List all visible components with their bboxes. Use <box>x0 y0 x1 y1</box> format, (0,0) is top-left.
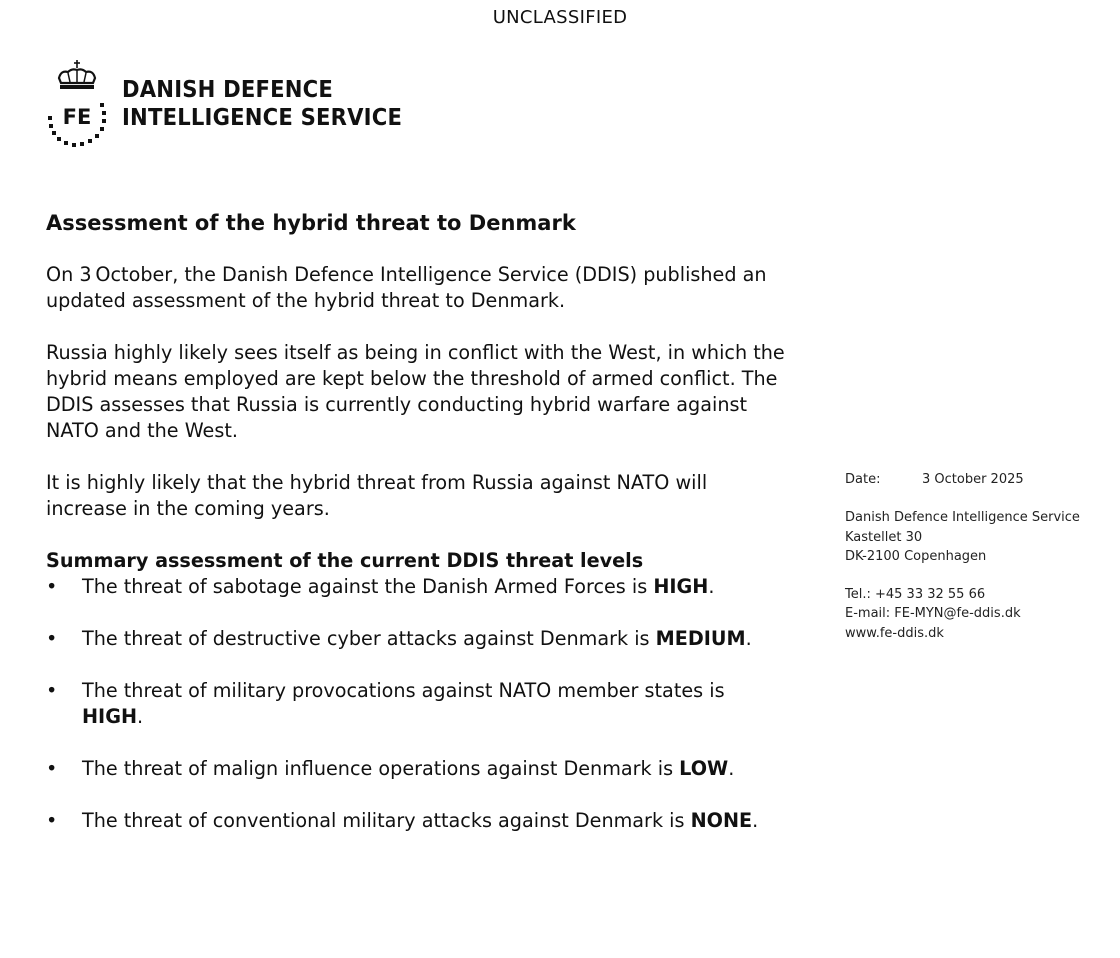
list-item <box>46 808 786 834</box>
threat-text: The threat of sabotage against the Danish Armed Forces is <box>82 575 654 598</box>
org-name <box>122 76 402 132</box>
threat-level-list <box>46 574 786 834</box>
logo-fe-text: FE <box>62 105 92 129</box>
threat-text: The threat of military provocations against NATO member states is <box>82 679 725 702</box>
list-item <box>46 756 786 782</box>
threat-suffix: . <box>708 575 715 598</box>
threat-suffix: . <box>728 757 735 780</box>
main-content <box>46 210 786 860</box>
website-text: www.fe-ddis.dk <box>845 625 944 641</box>
address-line: Danish Defence Intelligence Service <box>845 510 1080 526</box>
threat-text: The threat of conventional military attacks against Denmark is <box>82 809 691 832</box>
address-line: Kastellet 30 <box>845 529 923 545</box>
paragraph-threat-increase: It is highly likely that the hybrid threat from Russia against NATO will increase in the coming years. <box>46 471 708 520</box>
date-value: 3 October 2025 <box>922 472 1024 487</box>
threat-level: MEDIUM <box>655 627 746 650</box>
summary-heading: Summary assessment of the current DDIS threat levels <box>46 549 644 572</box>
classification-marking: UNCLASSIFIED <box>492 7 628 28</box>
address-line: DK-2100 Copenhagen <box>845 548 987 564</box>
org-name-line2: INTELLIGENCE SERVICE <box>122 105 403 131</box>
ddis-logo <box>46 58 426 150</box>
threat-text: The threat of destructive cyber attacks against Denmark is <box>82 627 656 650</box>
threat-level: LOW <box>679 757 729 780</box>
threat-level: HIGH <box>653 575 709 598</box>
phone-text: Tel.: +45 33 32 55 66 <box>845 587 986 603</box>
threat-text: The threat of malign influence operations against Denmark is <box>82 757 680 780</box>
bullet-icon: • <box>46 575 58 598</box>
threat-level: NONE <box>690 809 753 832</box>
bullet-icon: • <box>46 757 58 780</box>
email-text: E-mail: FE-MYN@fe-ddis.dk <box>845 606 1021 622</box>
bullet-icon: • <box>46 809 58 832</box>
threat-suffix: . <box>745 627 752 650</box>
contact-sidebar <box>845 470 1115 643</box>
threat-suffix: . <box>752 809 759 832</box>
threat-level: HIGH <box>82 705 138 728</box>
date-row <box>845 470 1115 489</box>
paragraph-russia-conflict: Russia highly likely sees itself as being in conflict with the West, in which the hybrid means employed are kept below the threshold of armed conflict. The DDIS assesses that Russia is currently conducting hybrid warfare against NATO and the West. <box>46 341 785 442</box>
address-block <box>845 508 1115 566</box>
org-name-line1: DANISH DEFENCE <box>122 77 334 103</box>
document-title: Assessment of the hybrid threat to Denmark <box>46 211 576 235</box>
crown-fe-emblem-icon <box>46 58 108 150</box>
list-item <box>46 626 786 652</box>
threat-suffix: . <box>137 705 144 728</box>
date-label: Date: <box>845 472 881 487</box>
list-item <box>46 574 786 600</box>
paragraph-intro: On 3 October, the Danish Defence Intelligence Service (DDIS) published an updated assessment of the hybrid threat to Denmark. <box>46 263 767 312</box>
contact-block <box>845 585 1115 643</box>
bullet-icon: • <box>46 679 58 702</box>
list-item <box>46 678 786 730</box>
bullet-icon: • <box>46 627 58 650</box>
